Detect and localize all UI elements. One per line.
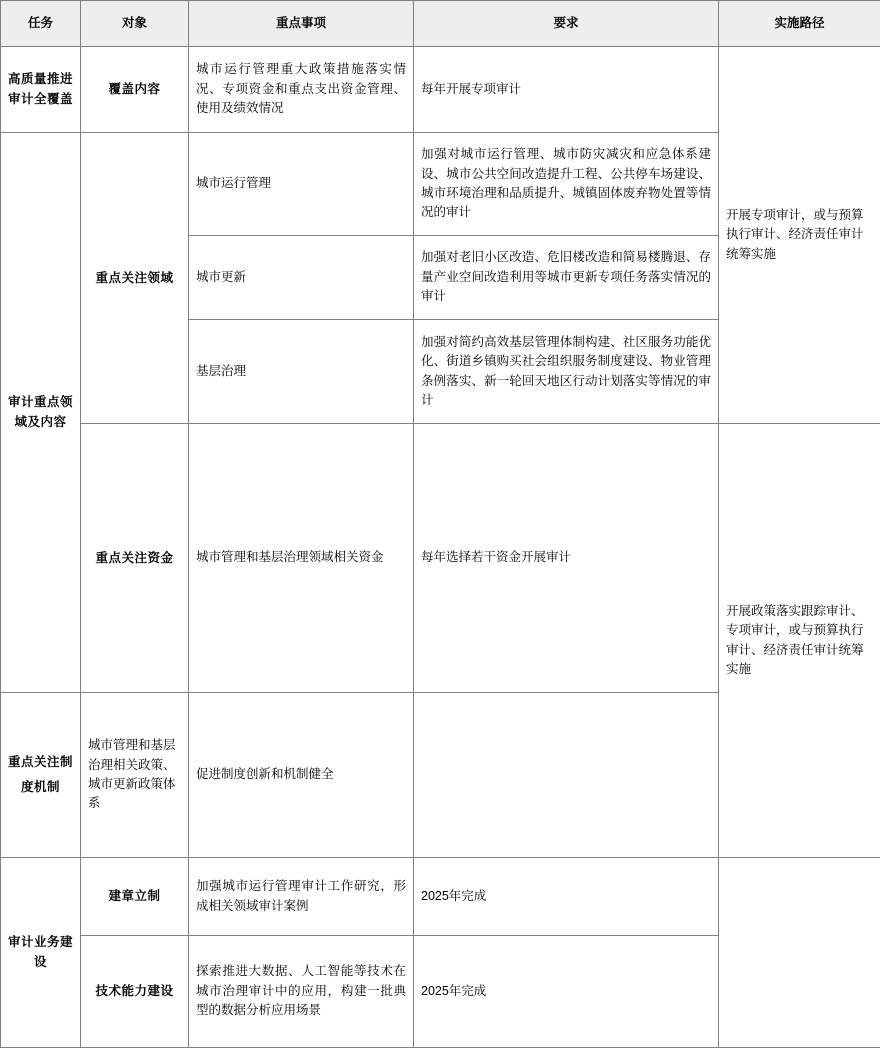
key-item-cell-5: 城市管理和基层治理领域相关资金 [189, 424, 414, 693]
path-cell-2: 开展政策落实跟踪审计、专项审计，或与预算执行审计、经济责任审计统筹实施 [719, 424, 880, 858]
object-cell-key-areas: 重点关注领域 [81, 133, 189, 424]
column-header-implementation-path: 实施路径 [719, 1, 880, 47]
task-cell-business-building: 审计业务建设 [1, 858, 81, 1048]
key-item-cell-7: 加强城市运行管理审计工作研究，形成相关领域审计案例 [189, 858, 414, 936]
requirement-cell-3: 加强对老旧小区改造、危旧楼改造和简易楼腾退、存量产业空间改造利用等城市更新专项任务落实情况的审计 [414, 236, 719, 320]
header-row [1, 1, 880, 47]
column-header-key-items: 重点事项 [189, 1, 414, 47]
requirement-cell-4: 加强对简约高效基层管理体制构建、社区服务功能优化、街道乡镇购买社会组织服务制度建设、物业管理条例落实、新一轮回天地区行动计划落实等情况的审计 [414, 320, 719, 424]
requirement-cell-1: 每年开展专项审计 [414, 47, 719, 133]
object-cell-key-mechanisms: 重点关注制度机制 [1, 693, 81, 858]
object-cell-rule-making: 建章立制 [81, 858, 189, 936]
table-row [1, 47, 880, 133]
object-cell-coverage-content: 覆盖内容 [81, 47, 189, 133]
task-cell-full-coverage: 高质量推进审计全覆盖 [1, 47, 81, 133]
key-item-cell-2: 城市运行管理 [189, 133, 414, 236]
table-body [1, 47, 880, 1048]
column-header-object: 对象 [81, 1, 189, 47]
object-cell-technical-capacity: 技术能力建设 [81, 936, 189, 1048]
table-row [1, 424, 880, 693]
requirement-cell-6: 促进制度创新和机制健全 [189, 693, 414, 858]
path-cell-3 [719, 858, 880, 1048]
requirement-cell-5: 每年选择若干资金开展审计 [414, 424, 719, 693]
key-item-cell-6: 城市管理和基层治理相关政策、城市更新政策体系 [81, 693, 189, 858]
requirement-cell-7: 2025年完成 [414, 858, 719, 936]
task-cell-key-areas: 审计重点领域及内容 [1, 133, 81, 693]
table-row [1, 858, 880, 936]
key-item-cell-3: 城市更新 [189, 236, 414, 320]
key-item-cell-4: 基层治理 [189, 320, 414, 424]
key-item-cell-1: 城市运行管理重大政策措施落实情况、专项资金和重点支出资金管理、使用及绩效情况 [189, 47, 414, 133]
requirement-cell-2: 加强对城市运行管理、城市防灾减灾和应急体系建设、城市公共空间改造提升工程、公共停车场建设、城市环境治理和品质提升、城镇固体废弃物处置等情况的审计 [414, 133, 719, 236]
key-item-cell-8: 探索推进大数据、人工智能等技术在城市治理审计中的应用，构建一批典型的数据分析应用场景 [189, 936, 414, 1048]
object-cell-key-funds: 重点关注资金 [81, 424, 189, 693]
table-header [1, 1, 880, 47]
column-header-task: 任务 [1, 1, 81, 47]
path-cell-1: 开展专项审计，或与预算执行审计、经济责任审计统筹实施 [719, 47, 880, 424]
column-header-requirements: 要求 [414, 1, 719, 47]
requirement-cell-8: 2025年完成 [414, 936, 719, 1048]
